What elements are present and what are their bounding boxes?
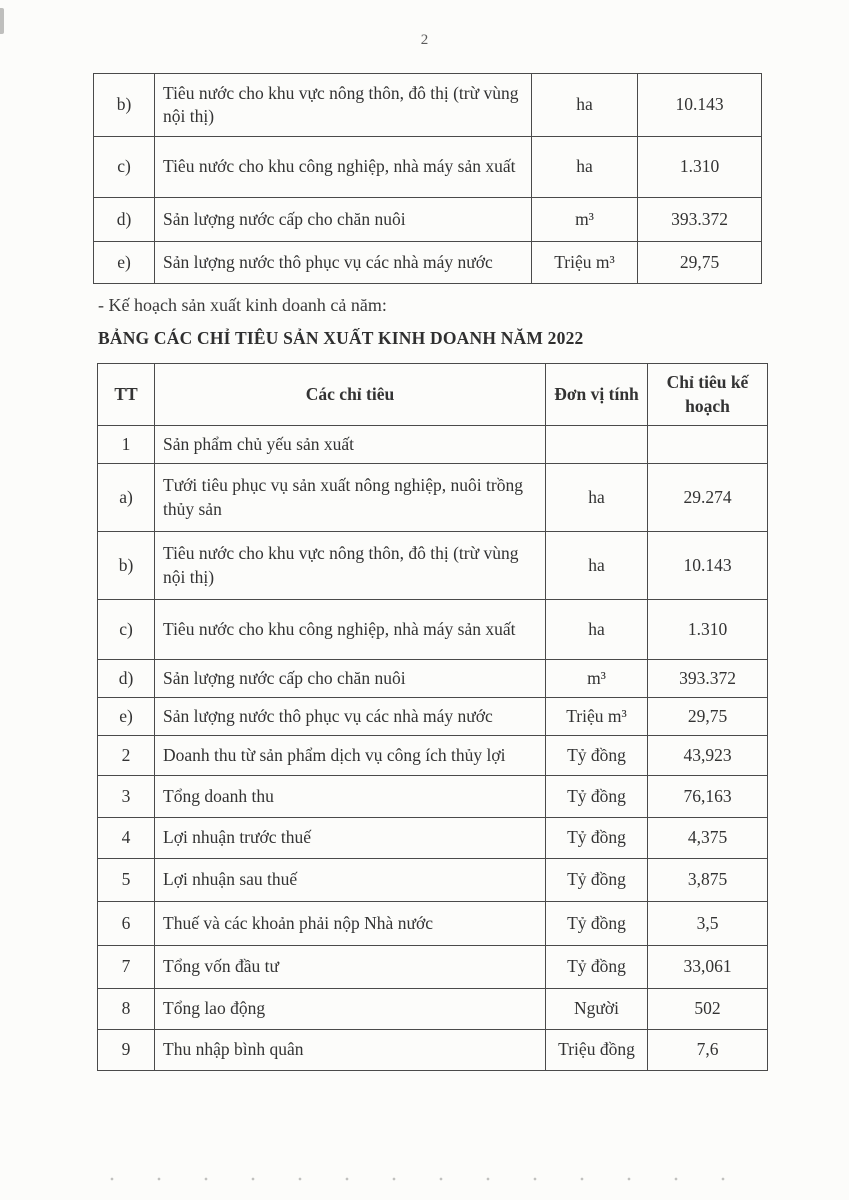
- row-unit: ha: [532, 137, 638, 198]
- row-unit: ha: [546, 464, 648, 532]
- row-unit: Tỷ đồng: [546, 818, 648, 859]
- row-value: 43,923: [648, 736, 768, 776]
- table-row: [94, 74, 762, 137]
- row-index: 4: [98, 818, 155, 859]
- table-row: [98, 946, 768, 989]
- header-value: Chỉ tiêu kế hoạch: [648, 364, 768, 426]
- row-value: 3,875: [648, 859, 768, 902]
- row-unit: Tỷ đồng: [546, 902, 648, 946]
- table-row: [94, 137, 762, 198]
- row-index: d): [98, 660, 155, 698]
- row-value: 393.372: [638, 198, 762, 242]
- row-value: 10.143: [638, 74, 762, 137]
- row-index: e): [94, 242, 155, 284]
- table-row: [98, 989, 768, 1030]
- row-label: Tiêu nước cho khu công nghiệp, nhà máy sản xuất: [155, 137, 532, 198]
- table-row: [98, 600, 768, 660]
- row-value: 3,5: [648, 902, 768, 946]
- table-title: BẢNG CÁC CHỈ TIÊU SẢN XUẤT KINH DOANH NĂM 2022: [98, 328, 584, 348]
- row-unit: [546, 426, 648, 464]
- row-index: 2: [98, 736, 155, 776]
- table-row: [98, 532, 768, 600]
- row-label: Sản phẩm chủ yếu sản xuất: [155, 426, 546, 464]
- row-value: 393.372: [648, 660, 768, 698]
- row-unit: Triệu m³: [546, 698, 648, 736]
- table-row: [98, 776, 768, 818]
- row-label: Doanh thu từ sản phẩm dịch vụ công ích thủy lợi: [155, 736, 546, 776]
- row-index: b): [98, 532, 155, 600]
- row-unit: m³: [546, 660, 648, 698]
- row-label: Tổng lao động: [155, 989, 546, 1030]
- row-value: 33,061: [648, 946, 768, 989]
- row-index: 6: [98, 902, 155, 946]
- row-value: 29,75: [648, 698, 768, 736]
- row-label: Tiêu nước cho khu vực nông thôn, đô thị (trừ vùng nội thị): [155, 74, 532, 137]
- table-row: [98, 464, 768, 532]
- row-unit: m³: [532, 198, 638, 242]
- row-unit: Tỷ đồng: [546, 776, 648, 818]
- table-row: [94, 198, 762, 242]
- row-label: Sản lượng nước cấp cho chăn nuôi: [155, 198, 532, 242]
- table-row: [98, 426, 768, 464]
- row-value: 29.274: [648, 464, 768, 532]
- header-label: Các chỉ tiêu: [155, 364, 546, 426]
- header-unit: Đơn vị tính: [546, 364, 648, 426]
- row-value: 76,163: [648, 776, 768, 818]
- row-label: Tưới tiêu phục vụ sản xuất nông nghiệp, nuôi trồng thủy sản: [155, 464, 546, 532]
- row-label: Thuế và các khoản phải nộp Nhà nước: [155, 902, 546, 946]
- table-row: [94, 242, 762, 284]
- row-unit: Triệu m³: [532, 242, 638, 284]
- row-unit: Tỷ đồng: [546, 859, 648, 902]
- row-label: Tổng vốn đầu tư: [155, 946, 546, 989]
- row-value: 1.310: [648, 600, 768, 660]
- row-label: Lợi nhuận sau thuế: [155, 859, 546, 902]
- table-header-row: [98, 364, 768, 426]
- row-index: 3: [98, 776, 155, 818]
- row-value: 29,75: [638, 242, 762, 284]
- row-label: Tiêu nước cho khu vực nông thôn, đô thị (trừ vùng nội thị): [155, 532, 546, 600]
- continuation-table: [93, 73, 762, 284]
- row-unit: Triệu đồng: [546, 1030, 648, 1071]
- row-value: 1.310: [638, 137, 762, 198]
- table-row: [98, 698, 768, 736]
- scan-edge-artifact: [0, 8, 4, 34]
- row-index: 7: [98, 946, 155, 989]
- row-value: 502: [648, 989, 768, 1030]
- row-index: d): [94, 198, 155, 242]
- table-row: [98, 736, 768, 776]
- header-tt: TT: [98, 364, 155, 426]
- scan-bleedthrough-artifacts: [110, 1176, 740, 1182]
- row-index: 5: [98, 859, 155, 902]
- row-index: c): [94, 137, 155, 198]
- row-label: Sản lượng nước cấp cho chăn nuôi: [155, 660, 546, 698]
- row-label: Lợi nhuận trước thuế: [155, 818, 546, 859]
- table-row: [98, 818, 768, 859]
- row-value: 7,6: [648, 1030, 768, 1071]
- row-unit: Người: [546, 989, 648, 1030]
- row-label: Tiêu nước cho khu công nghiệp, nhà máy sản xuất: [155, 600, 546, 660]
- table-row: [98, 1030, 768, 1071]
- row-label: Tổng doanh thu: [155, 776, 546, 818]
- row-unit: Tỷ đồng: [546, 736, 648, 776]
- indicators-table: [97, 363, 768, 1071]
- table-row: [98, 660, 768, 698]
- row-index: b): [94, 74, 155, 137]
- row-label: Sản lượng nước thô phục vụ các nhà máy nước: [155, 698, 546, 736]
- row-label: Thu nhập bình quân: [155, 1030, 546, 1071]
- row-index: e): [98, 698, 155, 736]
- row-index: c): [98, 600, 155, 660]
- row-unit: ha: [546, 532, 648, 600]
- row-unit: ha: [532, 74, 638, 137]
- row-index: 8: [98, 989, 155, 1030]
- table-row: [98, 859, 768, 902]
- row-value: 10.143: [648, 532, 768, 600]
- row-label: Sản lượng nước thô phục vụ các nhà máy nước: [155, 242, 532, 284]
- row-index: 1: [98, 426, 155, 464]
- row-index: a): [98, 464, 155, 532]
- row-unit: ha: [546, 600, 648, 660]
- page-number: 2: [420, 32, 429, 48]
- row-index: 9: [98, 1030, 155, 1071]
- row-value: 4,375: [648, 818, 768, 859]
- row-unit: Tỷ đồng: [546, 946, 648, 989]
- table-row: [98, 902, 768, 946]
- row-value: [648, 426, 768, 464]
- section-intro: - Kế hoạch sản xuất kinh doanh cả năm:: [98, 295, 387, 315]
